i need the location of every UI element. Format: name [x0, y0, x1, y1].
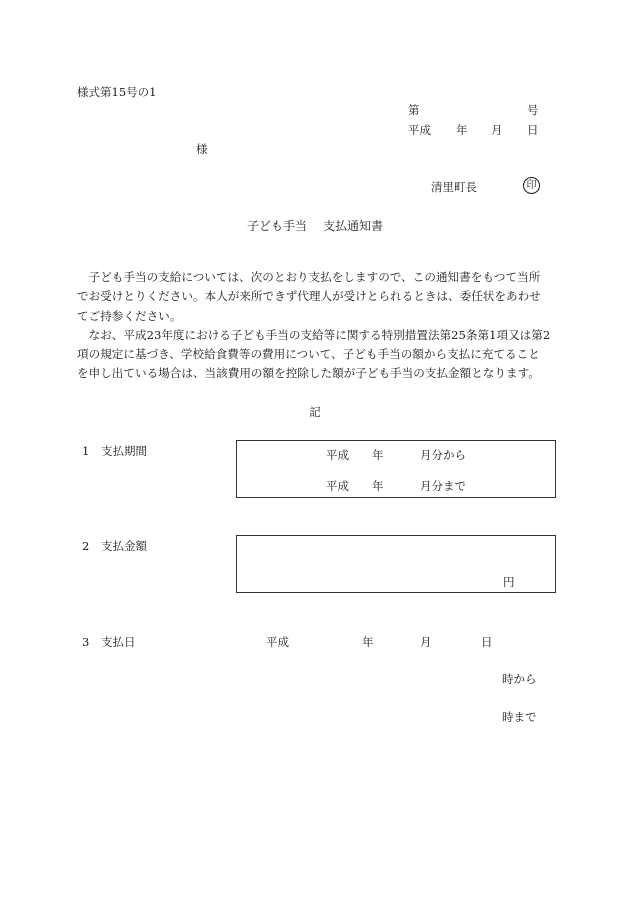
- pay-date-day: 日: [481, 635, 493, 649]
- doc-date-month: 月: [491, 123, 503, 137]
- body-line: てご持参ください。: [77, 308, 182, 323]
- item-3-text: 支払日: [101, 635, 136, 649]
- issuer-name: 清里町長: [431, 180, 477, 194]
- pay-date-month: 月: [420, 635, 432, 649]
- pay-time-from: 時から: [502, 672, 537, 686]
- doc-number-prefix: 第: [408, 103, 420, 117]
- title-part-1: 子ども手当: [246, 219, 307, 233]
- item-2-number: 2: [82, 539, 90, 553]
- addressee-honorific: 様: [196, 142, 208, 156]
- body-line: 項の規定に基づき、学校給食費等の費用について、子ども手当の額から支払に充てること: [77, 347, 540, 362]
- pay-time-to: 時まで: [502, 710, 537, 724]
- doc-date-year: 年: [456, 123, 468, 137]
- document-title: [0, 217, 630, 234]
- period-to-suffix: 月分まで: [420, 479, 466, 493]
- item-2-text: 支払金額: [101, 539, 147, 553]
- amount-unit: 円: [503, 575, 515, 589]
- pay-date-era: 平成: [266, 635, 289, 649]
- doc-number-suffix: 号: [527, 103, 539, 117]
- item-3-number: 3: [82, 635, 90, 649]
- body-line: なお、平成23年度における子ども手当の支給等に関する特別措置法第25条第1項又は第2: [77, 327, 551, 342]
- item-1-number: 1: [82, 444, 90, 458]
- item-1-text: 支払期間: [101, 444, 147, 458]
- period-box[interactable]: [236, 440, 556, 498]
- pay-date-year: 年: [362, 635, 374, 649]
- item-3-label: [82, 634, 136, 650]
- body-line: を申し出ている場合は、当該費用の額を控除した額が子ども手当の支払金額となります。: [77, 366, 540, 381]
- body-line: 子ども手当の支給については、次のとおり支払をしますので、この通知書をもつて当所: [77, 270, 541, 284]
- period-to-era: 平成: [326, 479, 349, 493]
- doc-date-era: 平成: [408, 123, 431, 137]
- ki-heading: 記: [309, 405, 321, 419]
- item-1-label: [82, 443, 147, 459]
- period-from-era: 平成: [326, 448, 349, 462]
- doc-date-day: 日: [527, 123, 539, 137]
- title-part-2: 支払通知書: [323, 219, 384, 233]
- form-number: 様式第15号の1: [77, 85, 157, 99]
- period-from-suffix: 月分から: [420, 448, 466, 462]
- period-from-year: 年: [372, 448, 384, 462]
- item-2-label: [82, 538, 147, 554]
- period-to-year: 年: [372, 479, 384, 493]
- seal-mark: 印: [523, 177, 540, 194]
- body-line: でお受けとりください。本人が来所できず代理人が受けとられるときは、委任状をあわせ: [77, 289, 541, 304]
- body-text: [77, 268, 557, 384]
